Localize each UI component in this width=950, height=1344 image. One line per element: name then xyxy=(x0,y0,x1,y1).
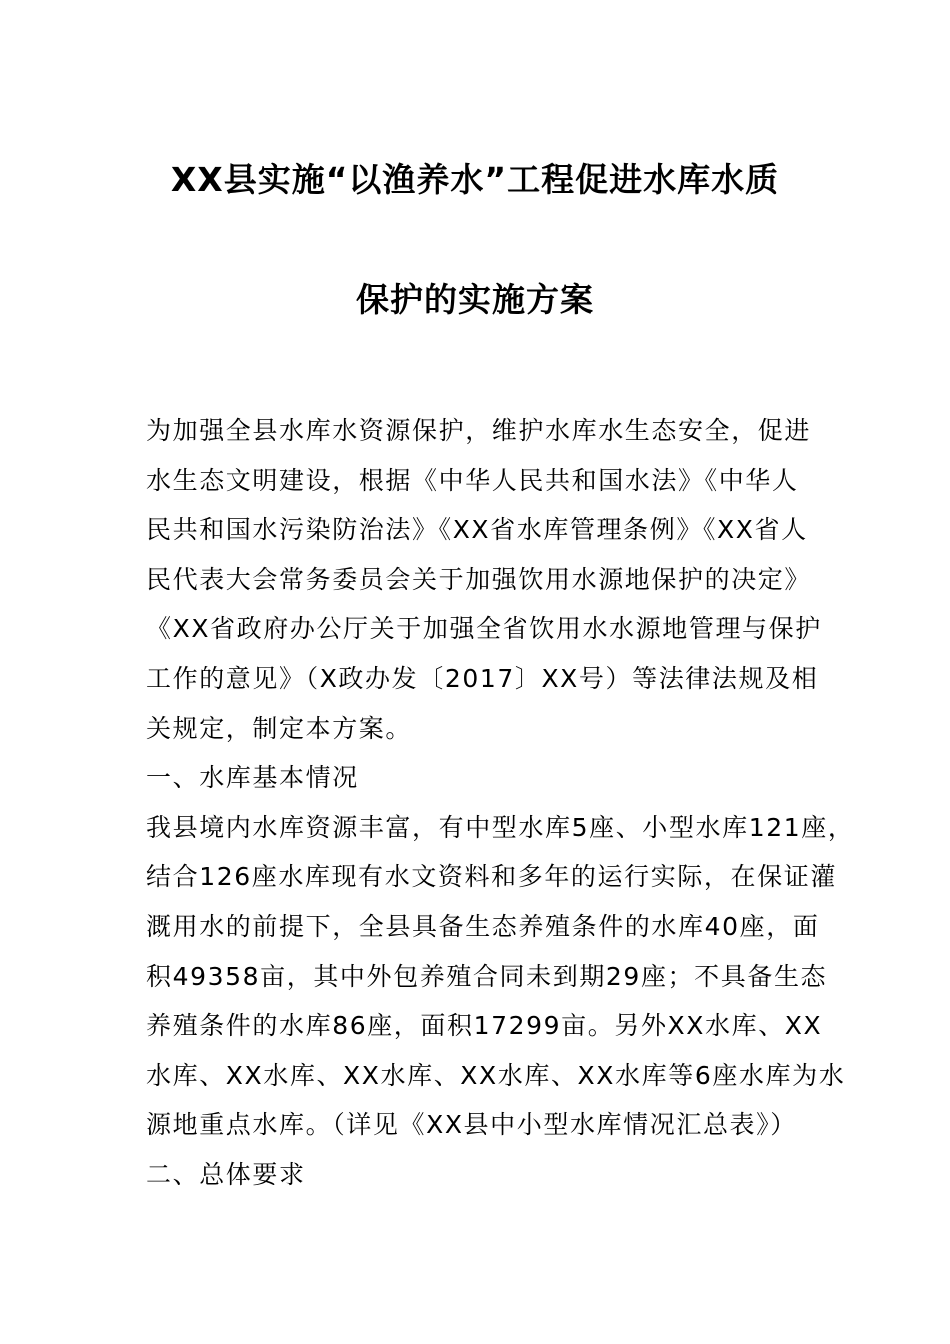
body-line: 工作的意见》（X政办发〔2017〕XX号）等法律法规及相 xyxy=(146,663,819,693)
body-line: 我县境内水库资源丰富，有中型水库5座、小型水库121座， xyxy=(146,812,855,842)
body-line: 民代表大会常务委员会关于加强饮用水源地保护的决定》 xyxy=(146,564,812,594)
body-line: 为加强全县水库水资源保护，维护水库水生态安全，促进 xyxy=(146,416,812,445)
body-line: 溉用水的前提下，全县具备生态养殖条件的水库40座，面 xyxy=(146,911,820,941)
body-line: 源地重点水库。（详见《XX县中小型水库情况汇总表》） xyxy=(146,1110,797,1140)
body-line: 水库、XX水库、XX水库、XX水库、XX水库等6座水库为水 xyxy=(146,1060,846,1090)
document-title-line-2: 保护的实施方案 xyxy=(356,280,594,319)
section-heading-1: 一、水库基本情况 xyxy=(146,763,359,793)
body-line: 养殖条件的水库86座，面积17299亩。另外XX水库、XX xyxy=(146,1011,823,1041)
body-line: 民共和国水污染防治法》《XX省水库管理条例》《XX省人 xyxy=(146,515,808,545)
document-title-line-1: XX县实施“以渔养水”工程促进水库水质 xyxy=(170,160,780,199)
section-heading-2: 二、总体要求 xyxy=(146,1159,306,1189)
body-line: 水生态文明建设，根据《中华人民共和国水法》《中华人 xyxy=(146,465,799,495)
body-line: 积49358亩，其中外包养殖合同未到期29座；不具备生态 xyxy=(146,961,828,991)
body-line: 结合126座水库现有水文资料和多年的运行实际，在保证灌 xyxy=(146,862,837,892)
body-line: 关规定，制定本方案。 xyxy=(146,713,413,743)
body-line: 《XX省政府办公厅关于加强全省饮用水水源地管理与保护 xyxy=(146,614,822,644)
document-body xyxy=(146,406,855,1200)
